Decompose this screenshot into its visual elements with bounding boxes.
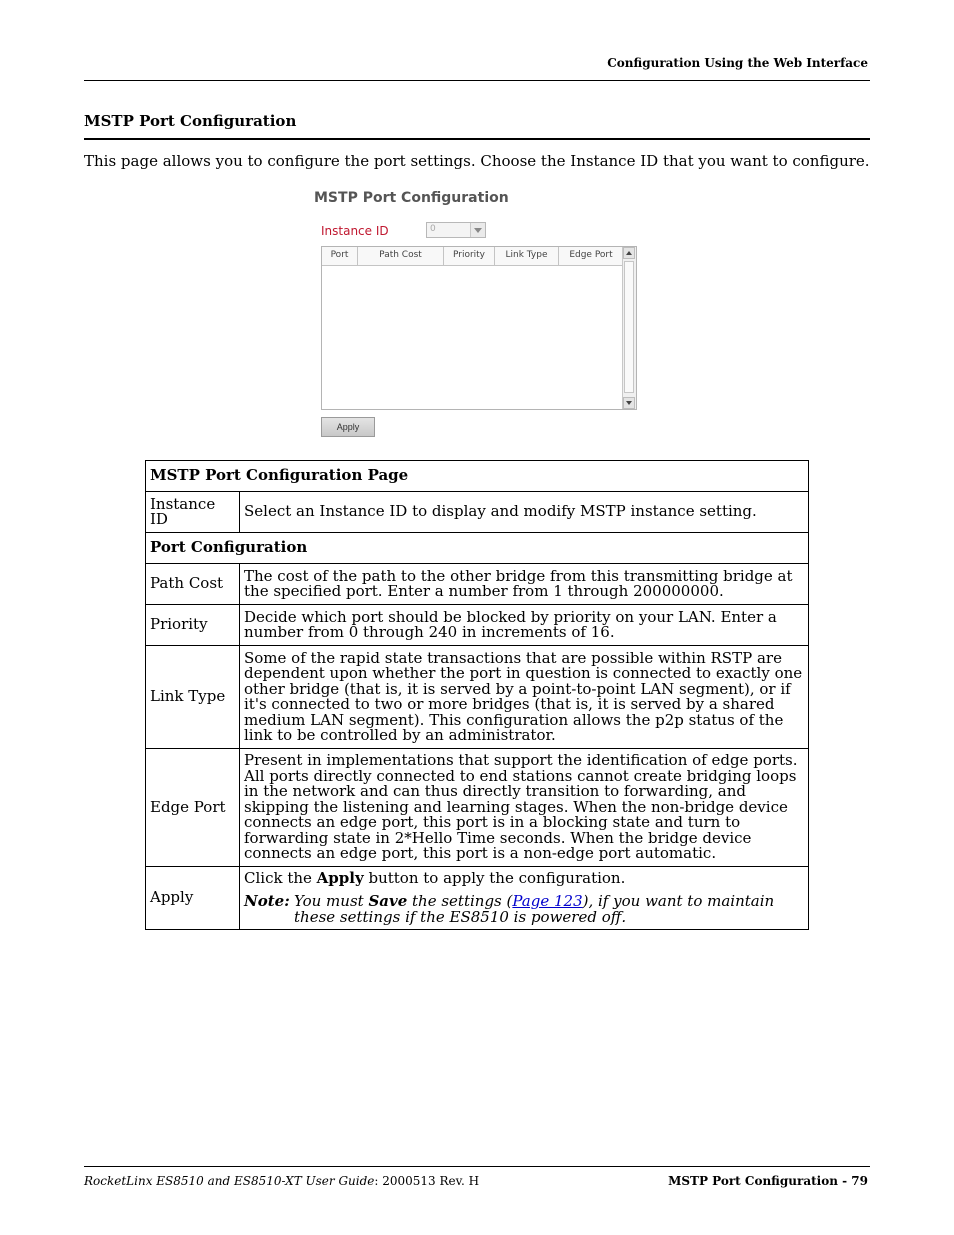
port-grid [321,246,637,410]
note-text-end: ), if you want to maintain these settings if the ES8510 is powered off. [294,892,775,926]
instance-id-value: 0 [430,224,436,234]
row-desc-edge-port: Present in implementations that support the identification of edge ports. All ports directly connected to end stations cannot create bridging loops in the network and can thus directly transition to forwarding, and skipping the listening and learning stages. When the non-bridge device connects an edge port, this port is in a blocking state and turn to forwarding state in 2*Hello Time seconds. When the bridge device connects an edge port, this port is a non-edge port automatic. [240,749,809,867]
row-desc-apply [240,867,809,930]
row-desc-priority: Decide which port should be blocked by priority on your LAN. Enter a number from 0 through 240 in increments of 16. [240,605,809,646]
note-text-mid: the settings ( [407,892,513,911]
row-key-instance-id: Instance ID [146,492,240,533]
section-title: MSTP Port Configuration [84,112,297,130]
footer-left [84,1174,479,1188]
apply-desc-text-end: button to apply the configuration. [363,868,626,887]
page-link[interactable]: Page 123 [512,892,583,911]
footer-rule [84,1166,870,1167]
intro-paragraph: This page allows you to configure the port settings. Choose the Instance ID that you want to configure. [84,152,870,170]
column-header-path-cost[interactable]: Path Cost [358,247,444,265]
header-rule [84,80,870,81]
save-note [244,894,804,925]
apply-desc-bold: Apply [316,868,364,887]
column-header-link-type[interactable]: Link Type [495,247,559,265]
description-table [145,460,809,930]
chevron-down-icon[interactable] [470,223,485,237]
row-desc-link-type: Some of the rapid state transactions that are possible within RSTP are dependent upon whether the port in question is connected to exactly one other bridge (that is, it is served by a point-to-point LAN segment), or if it's connected to two or more bridges (that is, it is served by a shared medium LAN segment). This configuration allows the p2p status of the link to be controlled by an administrator. [240,646,809,749]
ui-screenshot [313,190,643,440]
row-key-apply: Apply [146,867,240,930]
grid-scrollbar[interactable] [622,247,636,409]
row-key-path-cost: Path Cost [146,564,240,605]
port-grid-header [322,247,624,266]
footer-guide-title: RocketLinx ES8510 and ES8510-XT User Guide [84,1174,375,1188]
running-header: Configuration Using the Web Interface [607,56,868,70]
instance-id-select[interactable] [426,222,486,238]
table-subheading: Port Configuration [146,533,809,564]
row-desc-path-cost: The cost of the path to the other bridge from this transmitting bridge at the specified port. Enter a number from 1 through 200000000. [240,564,809,605]
row-key-priority: Priority [146,605,240,646]
apply-description [244,868,804,887]
apply-desc-text: Click the [244,868,317,887]
instance-id-label: Instance ID [321,224,389,238]
scroll-down-icon[interactable] [623,397,635,409]
footer-doc-number: : 2000513 Rev. H [374,1174,480,1188]
note-text [294,894,804,925]
apply-button[interactable]: Apply [321,417,375,437]
note-label: Note: [244,892,290,911]
row-key-edge-port: Edge Port [146,749,240,867]
screenshot-title: MSTP Port Configuration [314,190,509,206]
scroll-thumb[interactable] [624,261,634,393]
note-bold-save: Save [368,892,408,911]
column-header-priority[interactable]: Priority [444,247,495,265]
row-key-link-type: Link Type [146,646,240,749]
footer-page-label: MSTP Port Configuration - 79 [668,1174,868,1188]
note-text-start: You must [294,892,369,911]
section-rule [84,138,870,140]
row-desc-instance-id: Select an Instance ID to display and modify MSTP instance setting. [240,492,809,533]
scroll-up-icon[interactable] [623,247,635,259]
table-heading: MSTP Port Configuration Page [146,461,809,492]
column-header-edge-port[interactable]: Edge Port [559,247,624,265]
column-header-port[interactable]: Port [322,247,358,265]
